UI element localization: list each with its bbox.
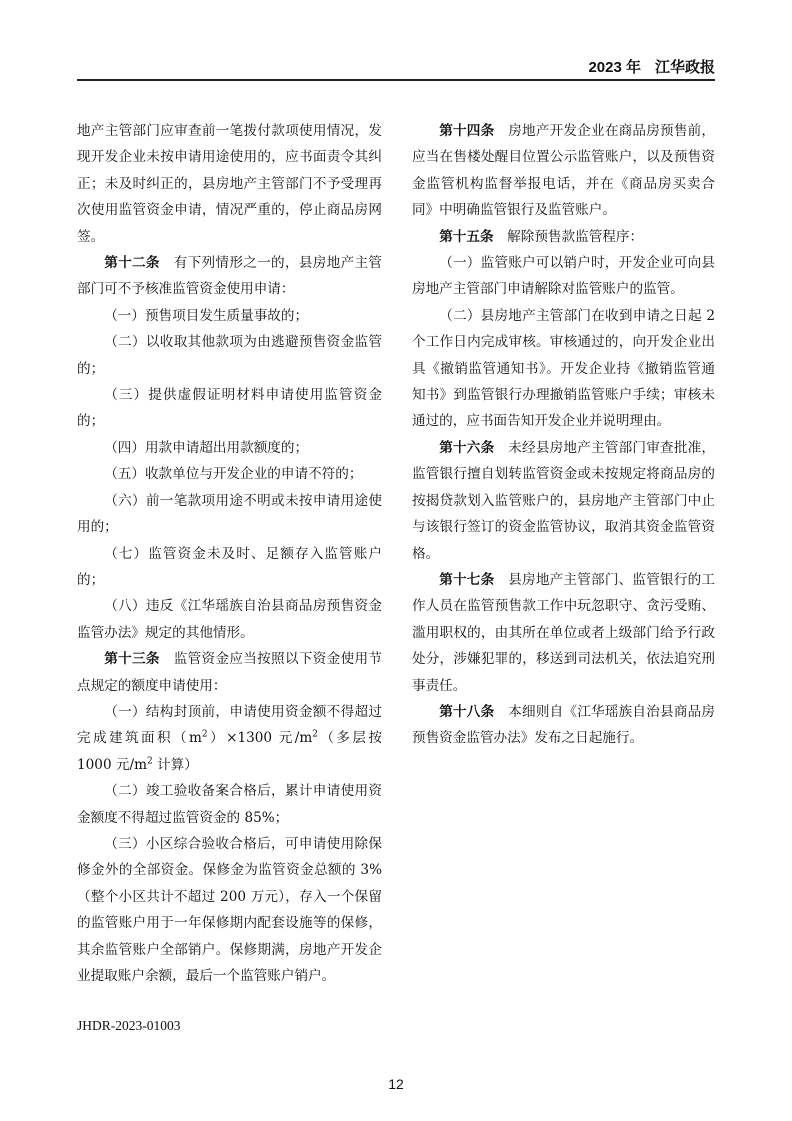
article-13-item-2: （二）竣工验收备案合格后，累计申请使用资金额度不得超过监管资金的 85%； [77, 783, 382, 826]
article-12-item-5: （五）收款单位与开发企业的申请不符的； [104, 466, 363, 483]
article-15-title: 第十五条 [439, 228, 494, 245]
superscript: 2 [312, 729, 318, 740]
article-15-item-2: （二）县房地产主管部门在收到申请之日起 2 个工作日内完成审核。审核通过的，向开发企业出具《撤销监管通知书》。开发企业持《撤销监管通知书》到监管银行办理撤销监管账户手续；审核未通过的，应书面告知开发企业并说明理由。 [412, 307, 715, 430]
article-13 [77, 646, 382, 699]
article-12-item-6: （六）前一笔款项用途不明或未按申请用途使用的； [77, 492, 382, 536]
item-1-text-b: ）×1300 元/m [207, 730, 313, 747]
article-15-body: 解除预售款监管程序： [507, 228, 644, 245]
article-12-item-8: （八）违反《江华瑶族自治县商品房预售资金监管办法》规定的其他情形。 [77, 598, 382, 641]
article-12-title: 第十二条 [104, 255, 160, 272]
page-number: 12 [388, 1076, 404, 1092]
superscript: 2 [201, 729, 208, 740]
article-17-title: 第十七条 [439, 571, 495, 588]
item-1-text-c: （多层按 1000 元/m [77, 730, 383, 773]
article-14-body: 房地产开发企业在商品房预售前，应当在售楼处醒目位置公示监管账户，以及预售资金监管机构监督举报电话，并在《商品房买卖合同》中明确监管银行及监管账户。 [412, 123, 716, 219]
article-18-title: 第十八条 [439, 703, 495, 720]
article-15-item-1: （一）监管账户可以销户时，开发企业可向县房地产主管部门申请解除对监管账户的监管。 [412, 255, 715, 298]
article-13-title: 第十三条 [104, 651, 160, 668]
article-13-body: 监管资金应当按照以下资金使用节点规定的额度申请使用： [77, 651, 382, 694]
article-16 [412, 435, 715, 567]
article-13-item-1 [77, 699, 382, 778]
article-15 [412, 224, 715, 250]
article-12-item-7: （七）监管资金未及时、足额存入监管账户的； [77, 545, 382, 588]
article-12 [77, 250, 382, 303]
item-1-text-d: 计算） [152, 756, 198, 773]
article-18 [412, 699, 715, 752]
right-column [412, 118, 715, 752]
article-14-title: 第十四条 [439, 123, 495, 139]
article-18-body: 本细则自《江华瑶族自治县商品房预售资金监管办法》发布之日起施行。 [412, 703, 716, 747]
article-14 [412, 118, 715, 224]
article-17-body: 县房地产主管部门、监管银行的工作人员在监管预售款工作中玩忽职守、贪污受贿、滥用职权的，由其所在单位或者上级部门给予行政处分，涉嫌犯罪的，移送到司法机关，依法追究刑事责任。 [412, 571, 716, 694]
left-column [77, 118, 382, 989]
superscript: 2 [146, 756, 153, 767]
article-12-body: 有下列情形之一的，县房地产主管部门可不予核准监管资金使用申请： [77, 255, 382, 298]
article-12-item-1: （一）预售项目发生质量事故的； [104, 307, 309, 324]
document-code: JHDR-2023-01003 [77, 1018, 181, 1033]
article-17 [412, 567, 715, 699]
article-12-item-2: （二）以收取其他款项为由逃避预售资金监管的； [77, 334, 382, 377]
article-16-body: 未经县房地产主管部门审查批准，监管银行擅自划转监管资金或未按规定将商品房的按揭贷款划入监管账户的，县房地产主管部门中止与该银行签订的资金监管协议，取消其资金监管资格。 [412, 439, 716, 562]
article-16-title: 第十六条 [439, 439, 495, 456]
item-1-text-a: （一）结构封顶前，申请使用资金额不得超过完成建筑面积（m [77, 703, 382, 747]
paragraph-continuation: 地产主管部门应审查前一笔拨付款项使用情况，发现开发企业未按申请用途使用的，应书面责令其纠正；未及时纠正的，县房地产主管部门不予受理再次使用监管资金申请，情况严重的，停止商品房网签。 [77, 123, 382, 245]
article-12-item-4: （四）用款申请超出用款额度的； [104, 439, 309, 456]
article-13-item-3: （三）小区综合验收合格后，可申请使用除保修金外的全部资金。保修金为监管资金总额的 3%（整个小区共计不超过 200 万元），存入一个保留的监管账户用于一年保修期内配套设施等的保修，其余监管账户全部销户。保修期满，房地产开发企业提取账户余额，最后一个监管账户销户。 [77, 835, 382, 984]
article-12-item-3: （三）提供虚假证明材料申请使用监管资金的； [77, 387, 382, 430]
header-rule [77, 79, 715, 81]
page-header [588, 56, 715, 77]
header-year: 2023 年 [588, 59, 641, 76]
header-publication: 江华政报 [654, 59, 715, 76]
